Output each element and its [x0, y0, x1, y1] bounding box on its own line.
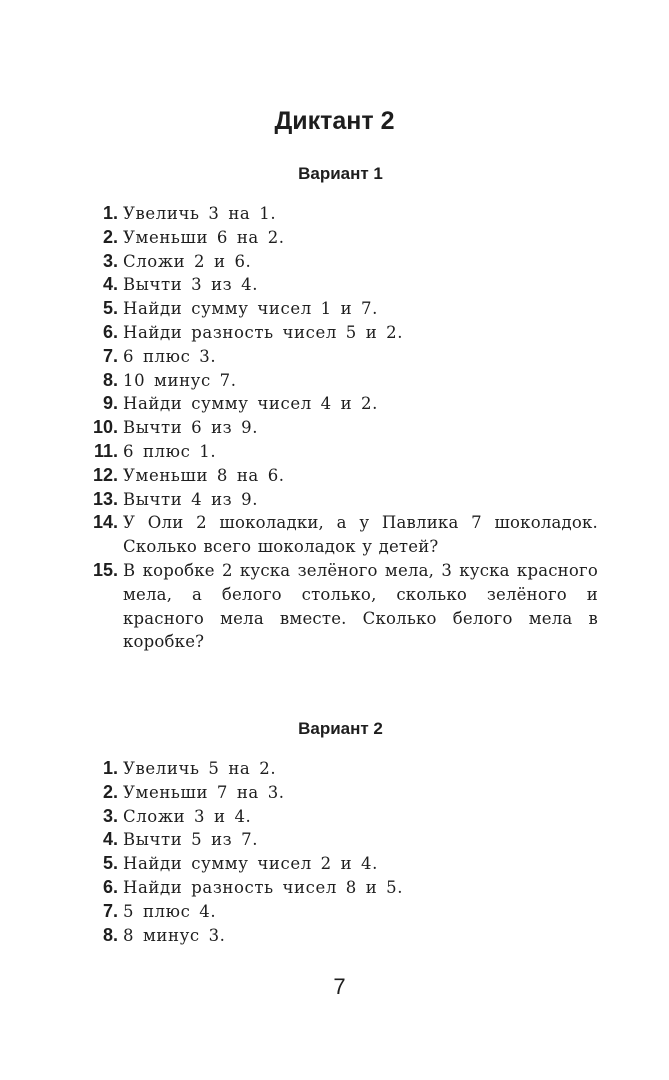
- page-number: 7: [333, 974, 346, 999]
- task-item: [78, 297, 598, 321]
- task-text: Вычти 4 из 9.: [123, 489, 259, 509]
- task-text: Вычти 5 из 7.: [123, 830, 259, 850]
- task-item: [78, 345, 598, 369]
- task-number: 14.: [92, 512, 118, 533]
- task-text: Найди разность чисел 5 и 2.: [123, 322, 404, 342]
- task-item: [78, 273, 598, 297]
- task-item: [78, 852, 598, 876]
- task-text: Уменьши 6 на 2.: [123, 227, 285, 247]
- task-item: [78, 757, 598, 781]
- task-number: 15.: [92, 559, 118, 580]
- task-item: [78, 202, 598, 226]
- variant-2-heading: Вариант 2: [298, 719, 383, 738]
- task-item: [78, 876, 598, 900]
- task-number: 5.: [102, 298, 118, 319]
- task-text: 10 минус 7.: [123, 370, 237, 390]
- task-text: У Оли 2 шоколадки, а у Павлика 7 шоколадок. Сколько всего шоколадок у детей?: [123, 513, 598, 557]
- task-item: [78, 226, 598, 250]
- task-item: [78, 250, 598, 274]
- task-text: Уменьши 7 на 3.: [123, 782, 285, 802]
- task-text: Найди сумму чисел 1 и 7.: [123, 299, 378, 319]
- task-number: 7.: [102, 900, 118, 921]
- task-item: [78, 392, 598, 416]
- task-number: 11.: [93, 440, 118, 461]
- task-item: [78, 828, 598, 852]
- task-item: [78, 369, 598, 393]
- task-text: Уменьши 8 на 6.: [123, 465, 285, 485]
- task-text: 5 плюс 4.: [123, 901, 217, 921]
- task-item: [78, 805, 598, 829]
- task-number: 6.: [102, 876, 118, 897]
- task-item: [78, 559, 598, 654]
- task-number: 3.: [102, 805, 118, 826]
- task-number: 2.: [102, 781, 118, 802]
- task-text: Увеличь 3 на 1.: [123, 204, 277, 223]
- task-item: [78, 416, 598, 440]
- task-number: 10.: [92, 417, 118, 438]
- task-number: 4.: [102, 274, 118, 295]
- task-text: 6 плюс 3.: [123, 346, 217, 366]
- task-text: Найди разность чисел 8 и 5.: [123, 877, 404, 897]
- variant-2-task-list: [78, 757, 598, 947]
- task-item: [78, 321, 598, 345]
- task-text: Найди сумму чисел 4 и 2.: [123, 394, 378, 414]
- task-text: 6 плюс 1.: [123, 441, 217, 461]
- task-item: [78, 511, 598, 559]
- task-number: 3.: [102, 250, 118, 271]
- task-number: 1.: [102, 758, 118, 778]
- task-number: 2.: [102, 226, 118, 247]
- task-number: 9.: [102, 393, 118, 414]
- task-item: [78, 924, 598, 948]
- task-number: 8.: [102, 369, 118, 390]
- task-item: [78, 464, 598, 488]
- task-item: [78, 900, 598, 924]
- task-number: 13.: [92, 488, 118, 509]
- page-title: Диктант 2: [274, 107, 395, 135]
- task-item: [78, 488, 598, 512]
- task-number: 12.: [92, 464, 118, 485]
- task-text: Вычти 6 из 9.: [123, 418, 259, 438]
- task-number: 7.: [102, 345, 118, 366]
- task-text: Вычти 3 из 4.: [123, 275, 259, 295]
- task-text: Найди сумму чисел 2 и 4.: [123, 854, 378, 874]
- variant-1-task-list: [78, 202, 598, 654]
- task-text: 8 минус 3.: [123, 925, 226, 945]
- task-text: Увеличь 5 на 2.: [123, 759, 277, 778]
- task-text: Сложи 2 и 6.: [123, 251, 252, 271]
- task-number: 8.: [102, 924, 118, 945]
- task-number: 1.: [102, 203, 118, 223]
- task-number: 5.: [102, 853, 118, 874]
- task-number: 6.: [102, 321, 118, 342]
- task-item: [78, 440, 598, 464]
- variant-1-heading: Вариант 1: [298, 164, 383, 183]
- task-text: Сложи 3 и 4.: [123, 806, 252, 826]
- task-number: 4.: [102, 829, 118, 850]
- task-text: В коробке 2 куска зелёного мела, 3 куска красного мела, а белого столько, сколько зелёного и красного мела вместе. Сколько белого мела в коробке?: [123, 560, 598, 652]
- task-item: [78, 781, 598, 805]
